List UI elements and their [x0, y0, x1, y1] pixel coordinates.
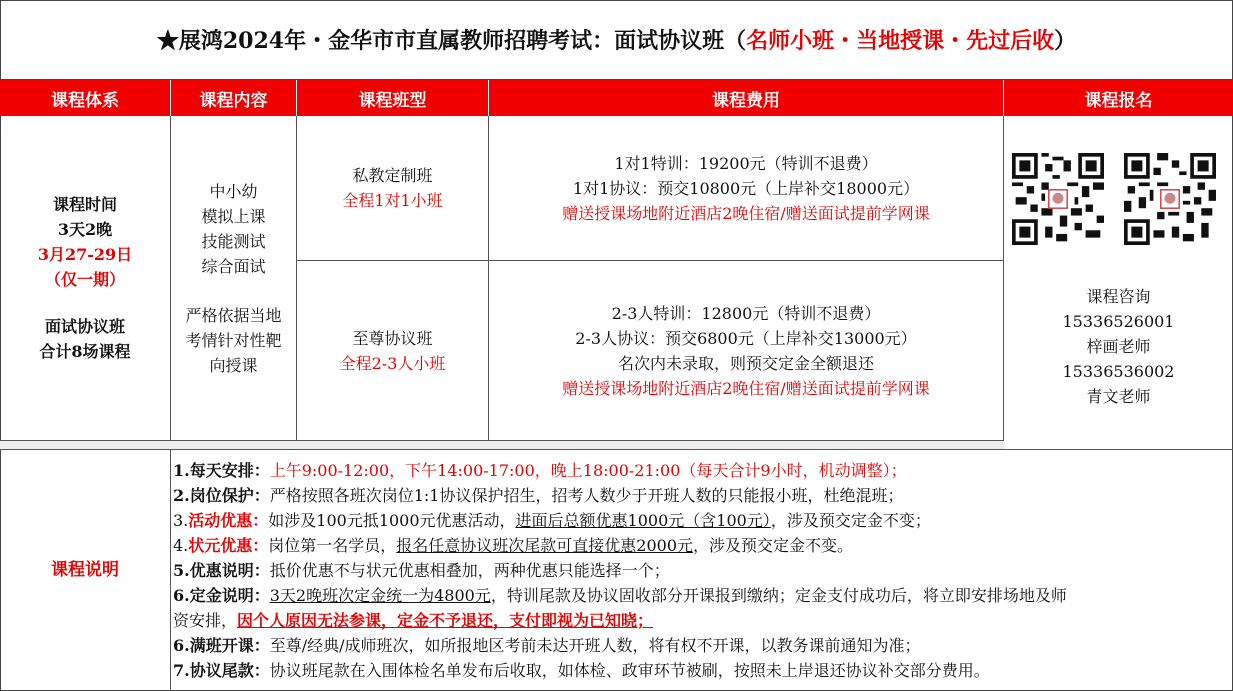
title-main: ★展鸿2024年・金华市市直属教师招聘考试：面试协议班（ — [156, 28, 747, 54]
course-time-label: 课程时间 — [52, 195, 117, 214]
fee-line: 名次内未录取，则预交定金全额退还 — [617, 353, 874, 373]
content-line: 技能测试 — [201, 231, 266, 251]
grid-line — [0, 449, 1233, 450]
note-item: 1.每天安排：上午9:00-12:00，下午14:00-17:00，晚上18:00-21:00（每天合计9小时，机动调整）； — [173, 461, 907, 480]
content-line: 模拟上课 — [201, 206, 266, 226]
fee-line: 1对1特训：19200元（特训不退费） — [614, 153, 878, 173]
grid-line — [170, 450, 171, 691]
course-total: 合计8场课程 — [39, 342, 131, 361]
notes-label: 课程说明 — [51, 560, 119, 580]
teacher-name: 梓画老师 — [1086, 336, 1151, 356]
note-item: 3.活动优惠：如涉及100元抵1000元优惠活动，进面后总额优惠1000元（含100元），涉及预交定金不变； — [173, 511, 931, 530]
consult-label: 课程咨询 — [1086, 286, 1151, 306]
fee-line: 2-3人协议：预交6800元（上岸补交13000元） — [575, 328, 917, 348]
course-type: 面试协议班 — [44, 317, 125, 336]
header-content: 课程内容 — [171, 80, 297, 116]
course-system — [0, 116, 170, 440]
spacer-row — [0, 441, 1004, 449]
phone-number[interactable]: 15336526001 — [1062, 311, 1175, 331]
class-private — [297, 116, 488, 260]
class-name: 至尊协议班 — [352, 328, 433, 348]
class-name: 私教定制班 — [352, 166, 433, 185]
note-item: 2.岗位保护：严格按照各班次岗位1:1协议保护招生，招考人数少于开班人数的只能报小班，杜绝混班； — [173, 486, 904, 505]
content-line: 中小幼 — [209, 181, 258, 201]
course-dates: 3月27-29日 — [37, 245, 133, 264]
teacher-name: 青文老师 — [1086, 386, 1151, 406]
note-item: 资安排，因个人原因无法参课，定金不予退还，支付即视为已知晓； — [173, 611, 654, 630]
note-item: 4.状元优惠：岗位第一名学员，报名任意协议班次尾款可直接优惠2000元，涉及预交定金不变。 — [173, 536, 854, 555]
header-class: 课程班型 — [297, 80, 489, 116]
note-item: 5.优惠说明：抵价优惠不与状元优惠相叠加，两种优惠只能选择一个； — [173, 561, 670, 580]
course-duration: 3天2晚 — [57, 220, 113, 239]
fee-line: 1对1协议：预交10800元（上岸补交18000元） — [572, 178, 920, 198]
qr-code-1[interactable] — [1012, 153, 1104, 249]
course-session-note: （仅一期） — [44, 270, 125, 289]
content-line: 考情针对性靶 — [185, 330, 282, 350]
course-content — [171, 116, 296, 440]
fee-line: 2-3人特训：12800元（特训不退费） — [611, 303, 881, 323]
qr-code-icon — [1124, 153, 1216, 245]
content-line: 综合面试 — [201, 256, 266, 276]
header-system: 课程体系 — [0, 80, 171, 116]
qr-code-2[interactable] — [1124, 153, 1216, 249]
header-signup: 课程报名 — [1004, 80, 1233, 116]
content-line: 向授课 — [209, 355, 258, 375]
signup-contact — [1004, 284, 1233, 408]
note-item: 6.定金说明：3天2晚班次定金统一为4800元，特训尾款及协议固收部分开课报到缴纳；定金支付成功后，将立即安排场地及师 — [173, 586, 1067, 605]
page-title — [0, 0, 1233, 80]
header-fee: 课程费用 — [489, 80, 1004, 116]
note-item: 7.协议尾款：协议班尾款在入围体检名单发布后收取，如体检、政审环节被刷，按照未上岸退还协议补交部分费用。 — [173, 661, 990, 680]
title-highlight: 名师小班・当地授课・先过后收 — [746, 28, 1055, 54]
notes-list — [173, 458, 1231, 683]
title-end: ） — [1054, 28, 1077, 54]
class-supreme — [297, 261, 488, 440]
class-sub: 全程2-3人小班 — [339, 353, 446, 373]
note-item: 6.满班开课：至尊/经典/成师班次，如所报地区考前未达开班人数，将有权不开课，以教务课前通知为准； — [173, 636, 921, 655]
phone-number[interactable]: 15336536002 — [1062, 361, 1175, 381]
fee-supreme — [489, 261, 1003, 440]
qr-code-icon — [1012, 153, 1104, 245]
fee-gift: 赠送授课场地附近酒店2晚住宿/赠送面试提前学网课 — [562, 378, 930, 398]
fee-gift: 赠送授课场地附近酒店2晚住宿/赠送面试提前学网课 — [562, 203, 930, 223]
content-line: 严格依据当地 — [185, 305, 282, 325]
class-sub: 全程1对1小班 — [342, 191, 443, 210]
fee-private — [489, 116, 1003, 260]
